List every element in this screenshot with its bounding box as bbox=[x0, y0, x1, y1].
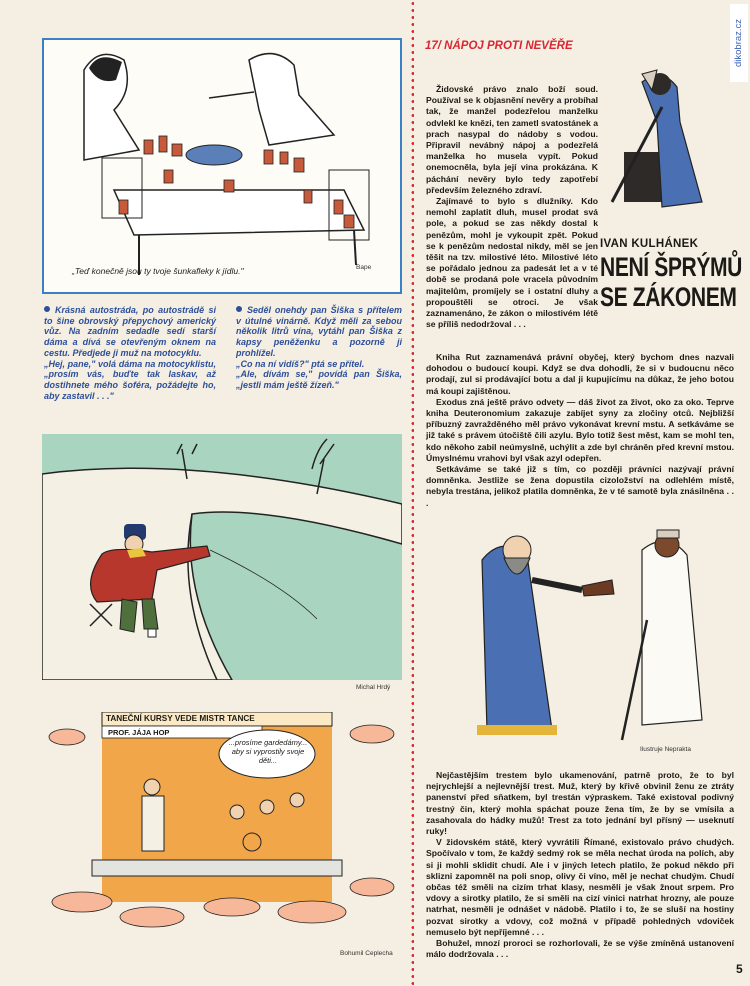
article-paragraph: Židovské právo znalo boží soud. Používal se k objasnění nevěry a probíhal tak, že manžel podezřelou manželku odvlekl ke knězi, ten zametl svatostánek a prach nasypal do nádoby s vodou. Připravil nevábný nápoj a podezřelá manželka ho musela vypít. Pokud onemocněla, byla její vina prokázána. K páchání nevěry bylo tedy zapotřebí především železného zdraví. bbox=[426, 84, 598, 195]
article-intro-column bbox=[426, 84, 598, 330]
article-headline bbox=[600, 252, 742, 312]
cartoon-credit: Bape bbox=[356, 264, 372, 271]
cartoon-credit: Michal Hrdý bbox=[356, 684, 391, 691]
headline-line: SE ZÁKONEM bbox=[600, 282, 737, 312]
illustration-drinking-man bbox=[602, 62, 732, 212]
site-watermark: dikobraz.cz bbox=[730, 4, 748, 82]
headline-line: NENÍ ŠPRÝMŮ bbox=[600, 252, 742, 282]
article-paragraph: Kniha Rut zaznamenává právní obyčej, který bychom dnes nazvali dohodou o budoucí koupi. Když se dva dohodli, že si v budoucnu něco prodají, zul si prodávající botu a dal ji kupujícímu na důkaz, že jeho botou má koupi zajištěnou. bbox=[426, 352, 734, 396]
article-paragraph: V židovském státě, který vyvrátili Římané, existovalo právo chudých. Spočívalo v tom, že každý sedmý rok se měla nechat úroda na polích, aby si ji mohli sklidit chudí. Ale i v jiných letech platilo, že pokud někdo při sklizni zapomněl na poli snop, olivy či víno, měl je nechat chudým. Chudí občas též směli na cizím trhat klasy, nesměli je však žnout srpem. Pro vdovy a sirotky platilo, že si směli na cizí vinici natrhat hrozny, ale pouze natrhat, nesměli je odnášet v nádobě. Platilo i to, že se sluší na hostiny pozvat sirotky a vdovy, což možná v případě pohledných vdoviček nemuselo být nepříjemné . . . bbox=[426, 837, 734, 937]
article-author: IVAN KULHÁNEK bbox=[600, 238, 699, 250]
shoe-exchange-drawing bbox=[462, 520, 724, 745]
article-paragraph: Exodus zná ještě právo odvety — dáš život za život, oko za oko. Teprve kniha Deuteronomium zakazuje zabíjet syny za zločiny otců. Nejbližší příbuzný zavražděného měl právo vykonávat krevní mstu. A setkáváme se již také s právem útočiště čili azylu. Bylo totiž šest měst, kam se mohl ten, kdo někoho zabil neúmyslně, uchýlit a zde byl chráněn před krevní mstou. Úmyslnému vrahovi byl však azyl odepřen. bbox=[426, 396, 734, 463]
joke-text: Krásná autostráda, po autostrádě si to šine obrovský přepychový americký vůz. Na zadním sedadle sedí starší dáma a dívá se otevřeným oknem na cestu. Předjede ji muž na motocyklu. „Hej, pane," volá dáma na motocyklistu, „prosím vás, buďte tak laskav, až dostihnete mého šoféra, požádejte ho, aby zastavil . . ." bbox=[44, 305, 216, 401]
article-paragraph: Nejčastějším trestem bylo ukamenování, patrně proto, že to byl nejrychlejší a nejlevnější trest. Muž, který by křivě obvinil ženu ze ztráty panenství před sňatkem, byl trestán výpraskem. Také existoval podivný trestný čin, který mohla spáchat pouze žena tím, že by se vmísila a zasahovala do hádky mužů! Trest za toto jednání byl přísný — useknutí ruky! bbox=[426, 770, 734, 837]
bullet-icon bbox=[44, 306, 50, 312]
joke-text: Seděl onehdy pan Šiška s přítelem v útulné vinárně. Když měli za sebou několik litrů vína, vytáhl pan Šiška z kapsy peněženku a pozorně ji prohlížel. „Co na ní vidíš?" ptá se přítel. „Ale, dívám se," povídá pan Šiška, „jestli mám ještě žízeň." bbox=[236, 305, 402, 390]
article-body-upper bbox=[426, 352, 734, 509]
cartoon-ham-dinner bbox=[42, 38, 402, 294]
joke-vinarna bbox=[236, 305, 402, 391]
article-paragraph: Setkáváme se také již s tím, co později právníci nazývají právní domněnka. Jestliže se žena dopustila cizoložství na odlehlém místě, nebyla trestána, jelikož platila domněnka, že v té samotě byla znásilněna . . . bbox=[426, 464, 734, 508]
page-number: 5 bbox=[736, 962, 743, 976]
article-paragraph: Zajímavé to bylo s dlužníky. Kdo nemohl zaplatit dluh, musel prodat svá pole, a pokud se zas někdy dostal k penězům, mohl je vykoupit zpět. Pokud se k penězům nedostal nikdy, měl se jen těšit na tzv. milostivé léto. Milostivé léto se pořádalo jednou za padesát let a v té době se prodaná pole vracela původním majitelům, promíjely se i ostatní dluhy a propouštěli se otroci. Je však zaznamenáno, že zákon o milostivém létě se příliš nedodržoval . . . bbox=[426, 196, 598, 330]
joke-autostrada bbox=[44, 305, 216, 401]
cartoon-dinner-drawing bbox=[44, 40, 400, 292]
cartoon-dance-course bbox=[42, 712, 402, 944]
article-body-lower bbox=[426, 770, 734, 960]
cartoon-caption: „Teď konečně jsou ty tvoje šunkafleky k jídlu." bbox=[72, 266, 244, 276]
column-divider bbox=[411, 0, 414, 986]
article-paragraph: Bohužel, mnozí proroci se rozhorlovali, že se výše zmíněná ustanovení málo dodržovala . . . bbox=[426, 938, 734, 960]
section-title: 17/ NÁPOJ PROTI NEVĚŘE bbox=[425, 40, 573, 52]
cartoon-dance-drawing bbox=[42, 712, 402, 944]
cartoon-fisherman-drawing bbox=[42, 434, 402, 680]
drinking-man-drawing bbox=[602, 62, 732, 212]
cartoon-credit: Bohumil Ceplecha bbox=[340, 950, 393, 957]
illustration-credit: Ilustruje Neprakta bbox=[640, 746, 691, 753]
dance-banner-title: TANEČNÍ KURSY VEDE MISTR TANCE bbox=[106, 714, 255, 723]
cartoon-fisherman bbox=[42, 434, 402, 680]
illustration-shoe-exchange bbox=[462, 520, 724, 745]
dance-banner-subtitle: PROF. JÁJA HOP bbox=[108, 728, 170, 737]
bullet-icon bbox=[236, 306, 242, 312]
dance-speech-bubble: ...prosíme gardedámy... aby si vyprostily svoje děti... bbox=[228, 738, 308, 765]
